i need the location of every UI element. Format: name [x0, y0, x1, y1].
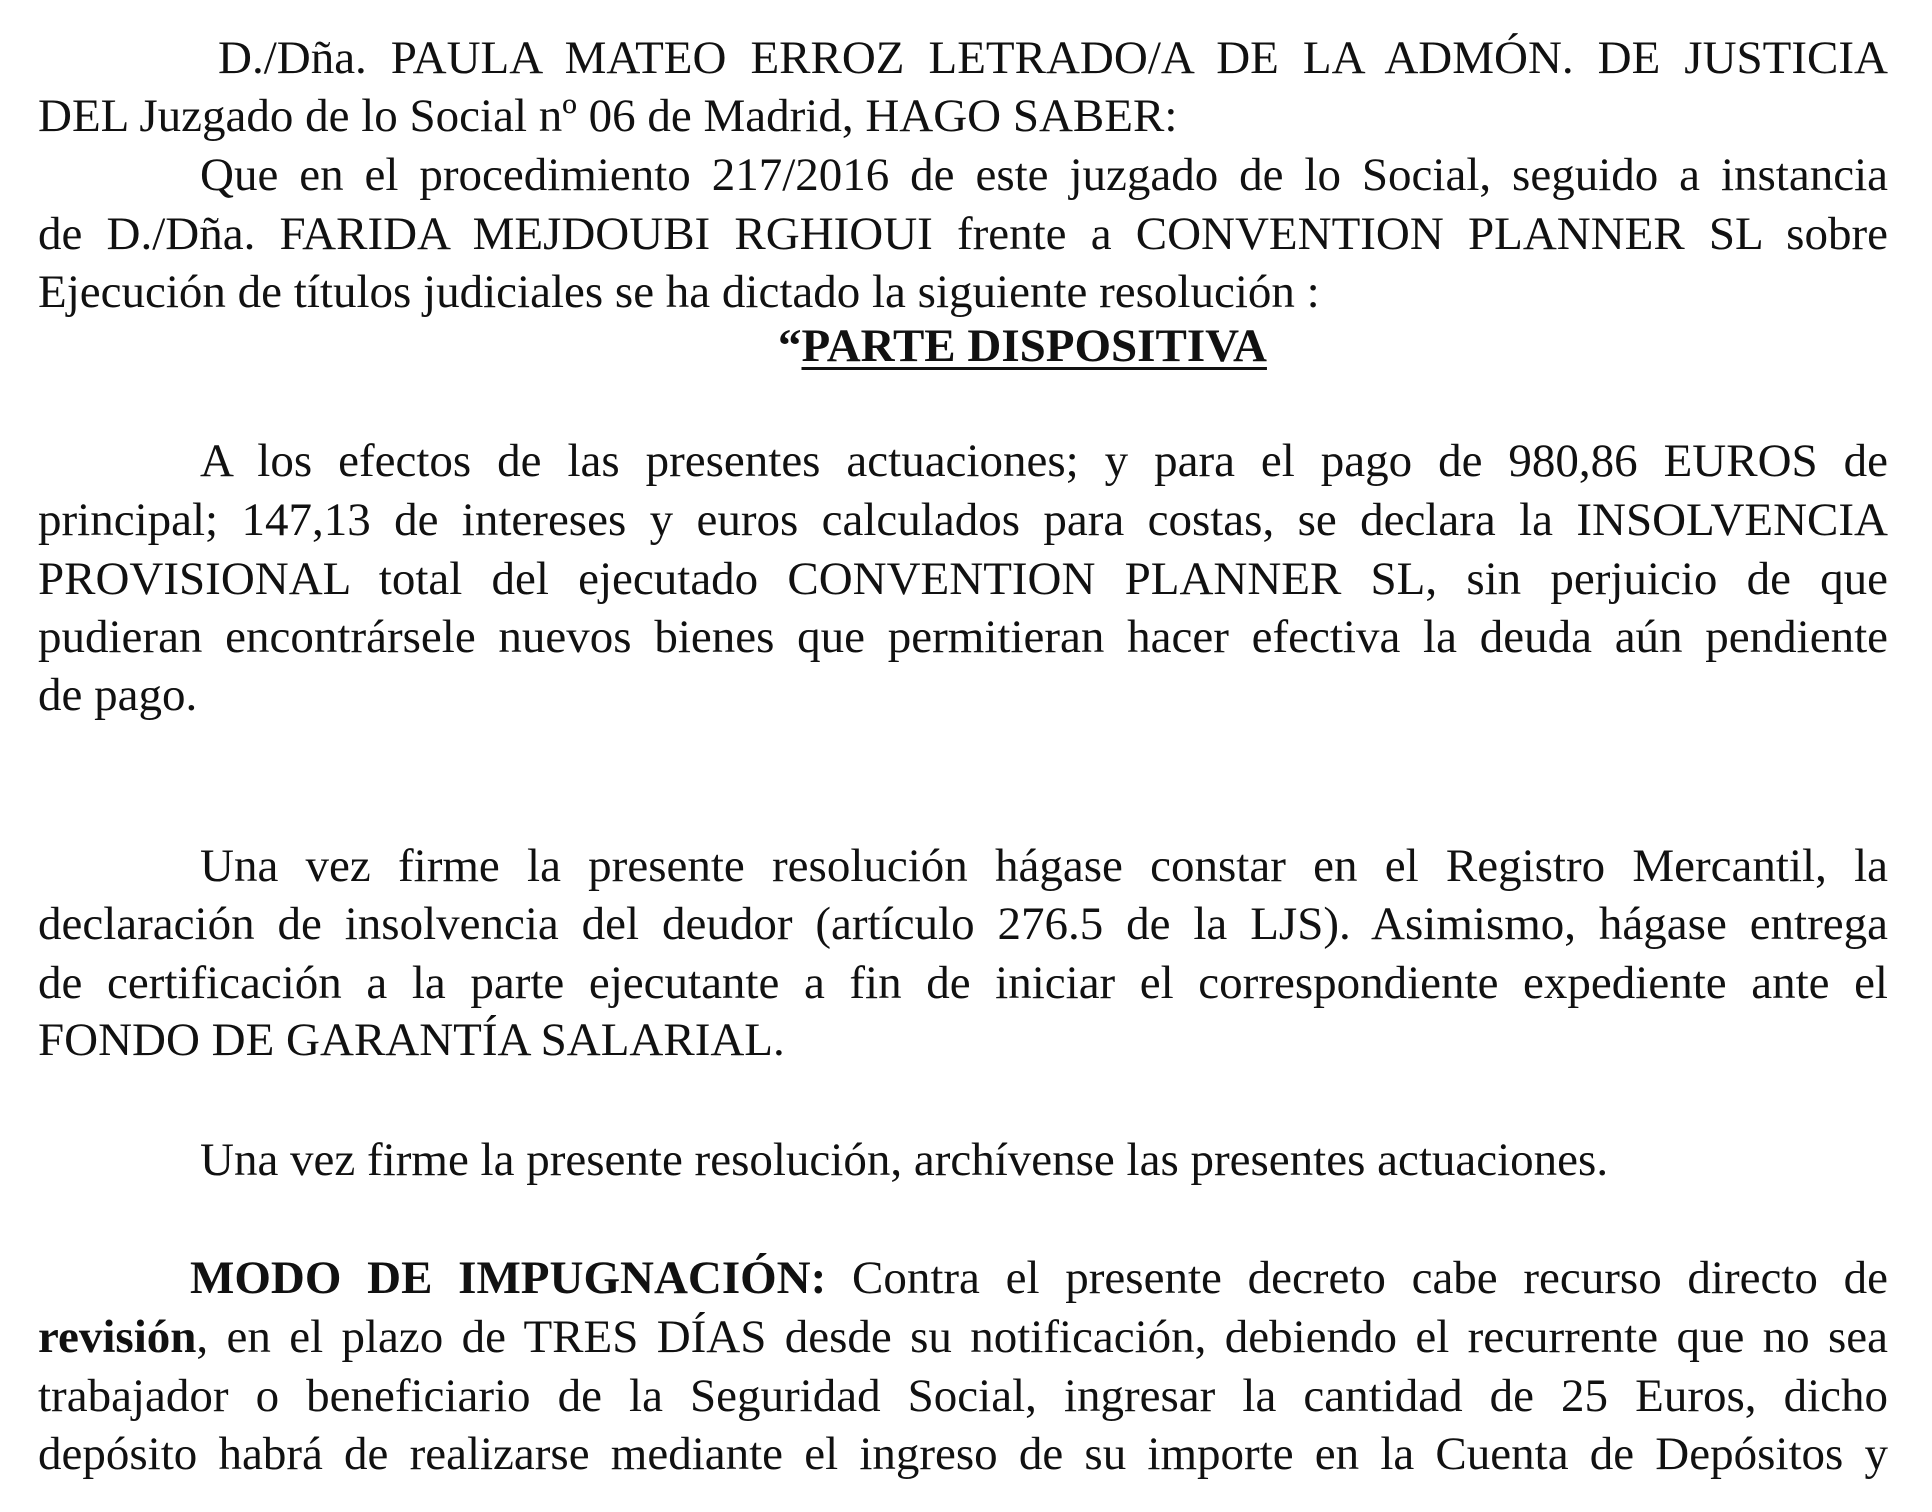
paragraph-1-line-5: de pago. [38, 669, 198, 721]
paragraph-1-line-4: pudieran encontrársele nuevos bienes que permitieran hacer efectiva la deuda aún pendiente [38, 611, 1888, 663]
title-text: PARTE DISPOSITIVA [801, 320, 1267, 372]
header-line-1: D./Dña. PAULA MATEO ERROZ LETRADO/A DE LA ADMÓN. DE JUSTICIA [218, 32, 1888, 84]
header-line-3: Que en el procedimiento 217/2016 de este juzgado de lo Social, seguido a instancia [200, 149, 1888, 201]
title-open-quote: “ [778, 320, 802, 372]
paragraph-2-line-4: FONDO DE GARANTÍA SALARIAL. [38, 1014, 785, 1066]
paragraph-4-line-2-text: , en el plazo de TRES DÍAS desde su notificación, debiendo el recurrente que no sea [196, 1311, 1888, 1363]
paragraph-4-line-3: trabajador o beneficiario de la Seguridad Social, ingresar la cantidad de 25 Euros, dicho [38, 1370, 1888, 1422]
paragraph-3-line-1: Una vez firme la presente resolución, archívense las presentes actuaciones. [200, 1134, 1609, 1186]
paragraph-4-line-1 [190, 1250, 1888, 1306]
paragraph-1-line-2: principal; 147,13 de intereses y euros calculados para costas, se declara la INSOLVENCIA [38, 494, 1888, 546]
paragraph-4-line-4: depósito habrá de realizarse mediante el ingreso de su importe en la Cuenta de Depósitos y [38, 1428, 1888, 1480]
paragraph-1-line-1: A los efectos de las presentes actuaciones; y para el pago de 980,86 EUROS de [200, 435, 1888, 487]
paragraph-2-line-1: Una vez firme la presente resolución hágase constar en el Registro Mercantil, la [200, 840, 1888, 892]
paragraph-2-line-3: de certificación a la parte ejecutante a fin de iniciar el correspondiente expediente ante el [38, 957, 1888, 1009]
paragraph-4-line-1-text: Contra el presente decreto cabe recurso directo de [826, 1252, 1888, 1304]
impugnacion-label: MODO DE IMPUGNACIÓN: [190, 1252, 827, 1304]
paragraph-1-line-3: PROVISIONAL total del ejecutado CONVENTION PLANNER SL, sin perjuicio de que [38, 553, 1888, 605]
section-title [778, 318, 1267, 374]
paragraph-2-line-2: declaración de insolvencia del deudor (artículo 276.5 de la LJS). Asimismo, hágase entrega [38, 898, 1888, 950]
header-line-2: DEL Juzgado de lo Social nº 06 de Madrid, HAGO SABER: [38, 90, 1178, 142]
header-line-4: de D./Dña. FARIDA MEJDOUBI RGHIOUI frente a CONVENTION PLANNER SL sobre [38, 208, 1888, 260]
paragraph-4-line-2 [38, 1309, 1888, 1365]
revision-term: revisión [38, 1311, 197, 1363]
header-line-5: Ejecución de títulos judiciales se ha dictado la siguiente resolución : [38, 266, 1320, 318]
